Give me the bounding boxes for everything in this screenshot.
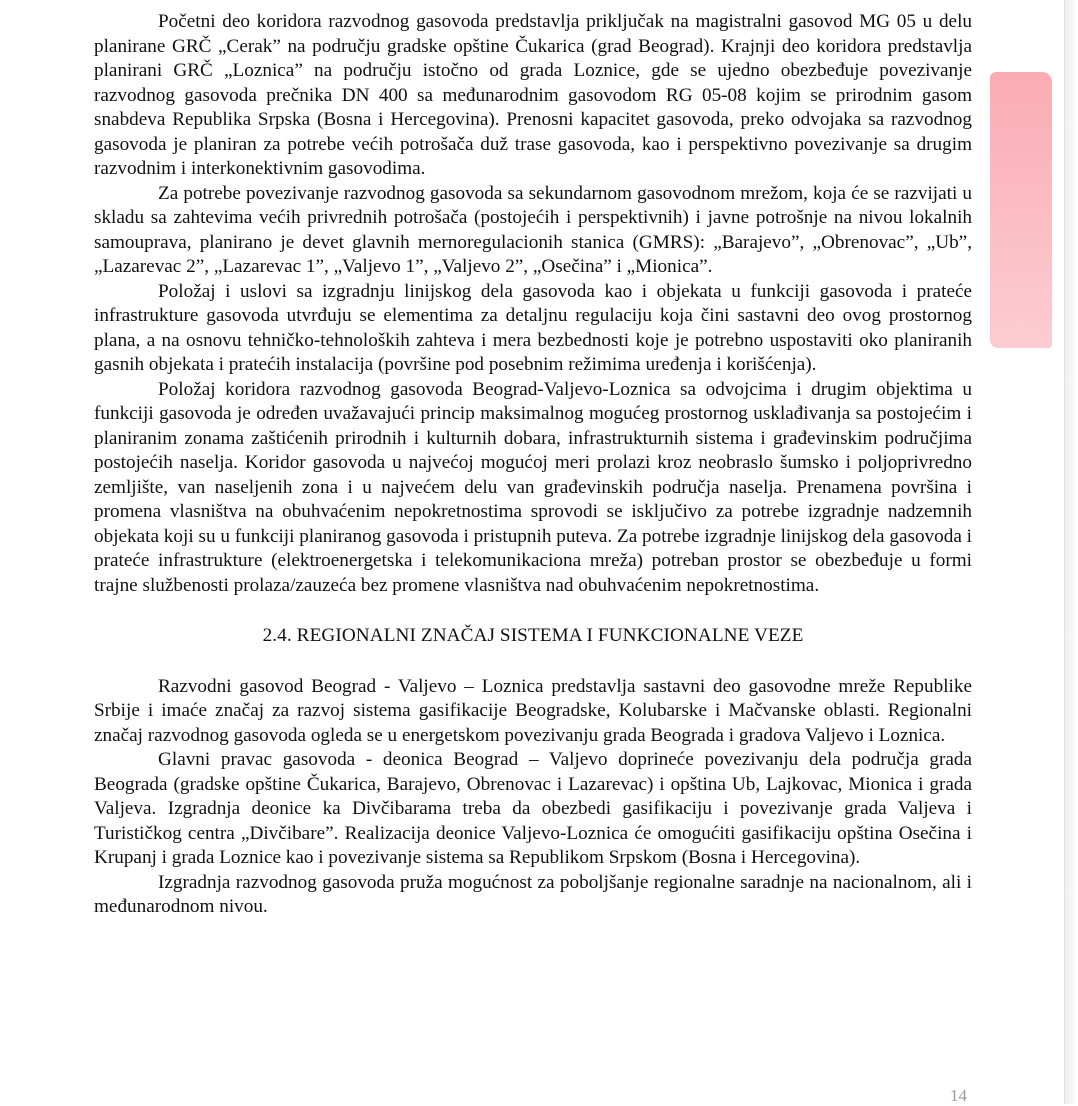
section-heading: 2.4. REGIONALNI ZNAČAJ SISTEMA I FUNKCIONALNE VEZE [262, 625, 804, 646]
document-body [94, 10, 972, 920]
highlight-marker-stroke [990, 72, 1052, 348]
page-edge-shadow [1064, 0, 1078, 1104]
paragraph-corridor-start: Početni deo koridora razvodnog gasovoda predstavlja priključak na magistralni gasovod MG 05 u delu planirane GRČ „Cerak” na području gradske opštine Čukarica (grad Beograd). Krajnji deo koridora predstavlja planirani GRČ „Loznica” na području istočno od grada Loznice, gde se ujedno obezbeđuje povezivanje razvodnog gasovoda prečnika DN 400 sa međunarodnim gasovodom RG 05-08 kojim se prirodnim gasom snabdeva Republika Srpska (Bosna i Hercegovina). Prenosni kapacitet gasovoda, preko odvojaka sa razvodnog gasovoda je planiran za potrebe većih potrošača duž trase gasovoda, kao i perspektivno povezivanje sa drugim razvodnim i interkonektivnim gasovodima. [94, 11, 972, 179]
paragraph-position-conditions: Položaj i uslovi sa izgradnju linijskog dela gasovoda kao i objekata u funkciji gasovoda i prateće infrastrukture gasovoda utvrđuju se elementima za detaljnu regulaciju koja čini sastavni deo ovog prostornog plana, a na osnovu tehničko-tehnoloških zahteva i mera bezbednosti koje je potrebno uspostaviti oko planiranih gasnih objekata i pratećih instalacija (površine pod posebnim režimima uređenja i korišćenja). [94, 280, 972, 375]
paragraph-main-route: Glavni pravac gasovoda - deonica Beograd – Valjevo doprineće povezivanju dela područja grada Beograda (gradske opštine Čukarica, Barajevo, Obrenovac i Lazarevac) i opština Ub, Lajkovac, Mionica i grada Valjeva. Izgradnja deonice ka Divčibarama treba da obezbedi gasifikaciju i povezivanje grada Valjeva i Turističkog centra „Divčibare”. Realizacija deonice Valjevo-Loznica će omogućiti gasifikaciju opština Osečina i Krupanj i grada Loznice kao i povezivanje sistema sa Republikom Srpskom (Bosna i Hercegovina). [94, 749, 972, 868]
paragraph-cooperation: Izgradnja razvodnog gasovoda pruža mogućnost za poboljšanje regionalne saradnje na nacionalnom, ali i međunarodnom nivou. [94, 871, 972, 917]
paragraph-regional-network: Razvodni gasovod Beograd - Valjevo – Loznica predstavlja sastavni deo gasovodne mreže Republike Srbije i imaće značaj za razvoj sistema gasifikacije Beogradske, Kolubarske i Mačvanske oblasti. Regionalni značaj razvodnog gasovoda ogleda se u energetskom povezivanju grada Beograda i gradova Valjevo i Loznica. [94, 675, 972, 746]
page-right-edge [1064, 0, 1065, 1104]
paragraph-gmrs-stations: Za potrebe povezivanje razvodnog gasovoda sa sekundarnom gasovodnom mrežom, koja će se razvijati u skladu sa zahtevima većih privrednih potrošača (postojećih i perspektivnih) i javne potrošnje na nivou lokalnih samouprava, planirano je devet glavnih mernoregulacionih stanica (GMRS): „Barajevo”, „Obrenovac”, „Ub”, „Lazarevac 2”, „Lazarevac 1”, „Valjevo 1”, „Valjevo 2”, „Osečina” i „Mionica”. [94, 182, 972, 277]
page-number: 14 [950, 1086, 967, 1105]
paragraph-corridor-position: Položaj koridora razvodnog gasovoda Beograd-Valjevo-Loznica sa odvojcima i drugim objektima u funkciji gasovoda je određen uvažavajući princip maksimalnog mogućeg prostornog usklađivanja sa postojećim i planiranim zonama zaštićenih prirodnih i kulturnih dobara, infrastrukturnih sistema i građevinskim područjima postojećih naselja. Koridor gasovoda u najvećoj mogućoj meri prolazi kroz neobraslo šumsko i poljoprivredno zemljište, van naseljenih zona i u najvećem delu van građevinskih područja naselja. Prenamena površina i promena vlasništva na obuhvaćenim nepokretnostima sprovodi se isključivo za potrebe izgradnje nadzemnih objekata koji su u funkciji planiranog gasovoda i pristupnih puteva. Za potrebe izgradnje linijskog dela gasovoda i prateće infrastrukture (elektroenergetska i telekomunikaciona mreža) potreban prostor se obezbeđuje u formi trajne službenosti prolaza/zauzeća bez promene vlasništva nad obuhvaćenim nepokretnostima. [94, 378, 972, 596]
